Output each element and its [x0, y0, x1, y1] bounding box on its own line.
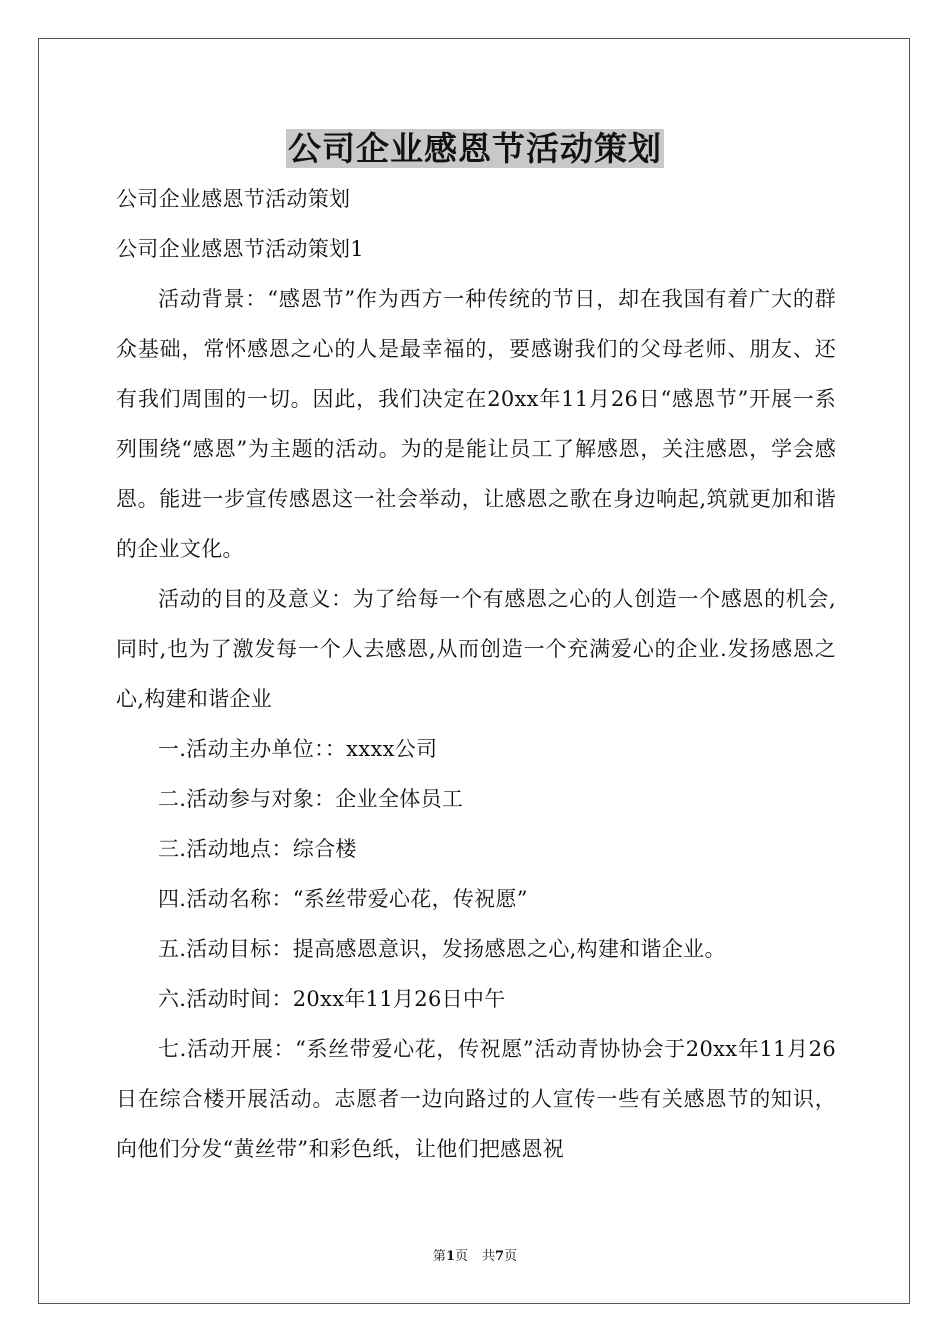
page-prefix: 第 [432, 1249, 446, 1264]
page-suffix: 页 [454, 1249, 468, 1264]
organizer-item: 一.活动主办单位：：xxxx公司 [158, 737, 438, 761]
activity-name-item: 四.活动名称：“系丝带爱心花，传祝愿” [158, 887, 528, 911]
participants-item: 二.活动参与对象：企业全体员工 [158, 787, 464, 811]
total-pages: 7 [495, 1249, 505, 1264]
page-number: 1 [445, 1249, 455, 1264]
total-prefix: 共 [482, 1249, 496, 1264]
document-title-text: 公司企业感恩节活动策划 [288, 129, 662, 168]
section-heading-paragraph: 公司企业感恩节活动策划1 [116, 237, 364, 261]
total-suffix: 页 [504, 1249, 518, 1264]
document-title [0, 126, 950, 172]
time-item: 六.活动时间：20xx年11月26日中午 [158, 987, 506, 1011]
activity-details-paragraph: 七.活动开展：“系丝带爱心花，传祝愿”活动青协协会于20xx年11月26日在综合楼开展活动。志愿者一边向路过的人宣传一些有关感恩节的知识，向他们分发“黄丝带”和彩色纸，让他们把感恩祝 [116, 1037, 836, 1161]
purpose-paragraph: 活动的目的及意义：为了给每一个有感恩之心的人创造一个感恩的机会,同时,也为了激发每一个人去感恩,从而创造一个充满爱心的企业.发扬感恩之心,构建和谐企业 [116, 587, 836, 711]
subtitle-paragraph: 公司企业感恩节活动策划 [116, 187, 351, 211]
background-paragraph: 活动背景：“感恩节”作为西方一种传统的节日，却在我国有着广大的群众基础，常怀感恩之心的人是最幸福的，要感谢我们的父母老师、朋友、还有我们周围的一切。因此，我们决定在20xx年11月26日“感恩节”开展一系列围绕“感恩”为主题的活动。为的是能让员工了解感恩，关注感恩，学会感恩。能进一步宣传感恩这一社会举动，让感恩之歌在身边响起,筑就更加和谐的企业文化。 [116, 287, 836, 561]
document-body [116, 174, 836, 1174]
goal-item: 五.活动目标：提高感恩意识，发扬感恩之心,构建和谐企业。 [158, 937, 726, 961]
page-footer [0, 1248, 950, 1266]
location-item: 三.活动地点：综合楼 [158, 837, 357, 861]
